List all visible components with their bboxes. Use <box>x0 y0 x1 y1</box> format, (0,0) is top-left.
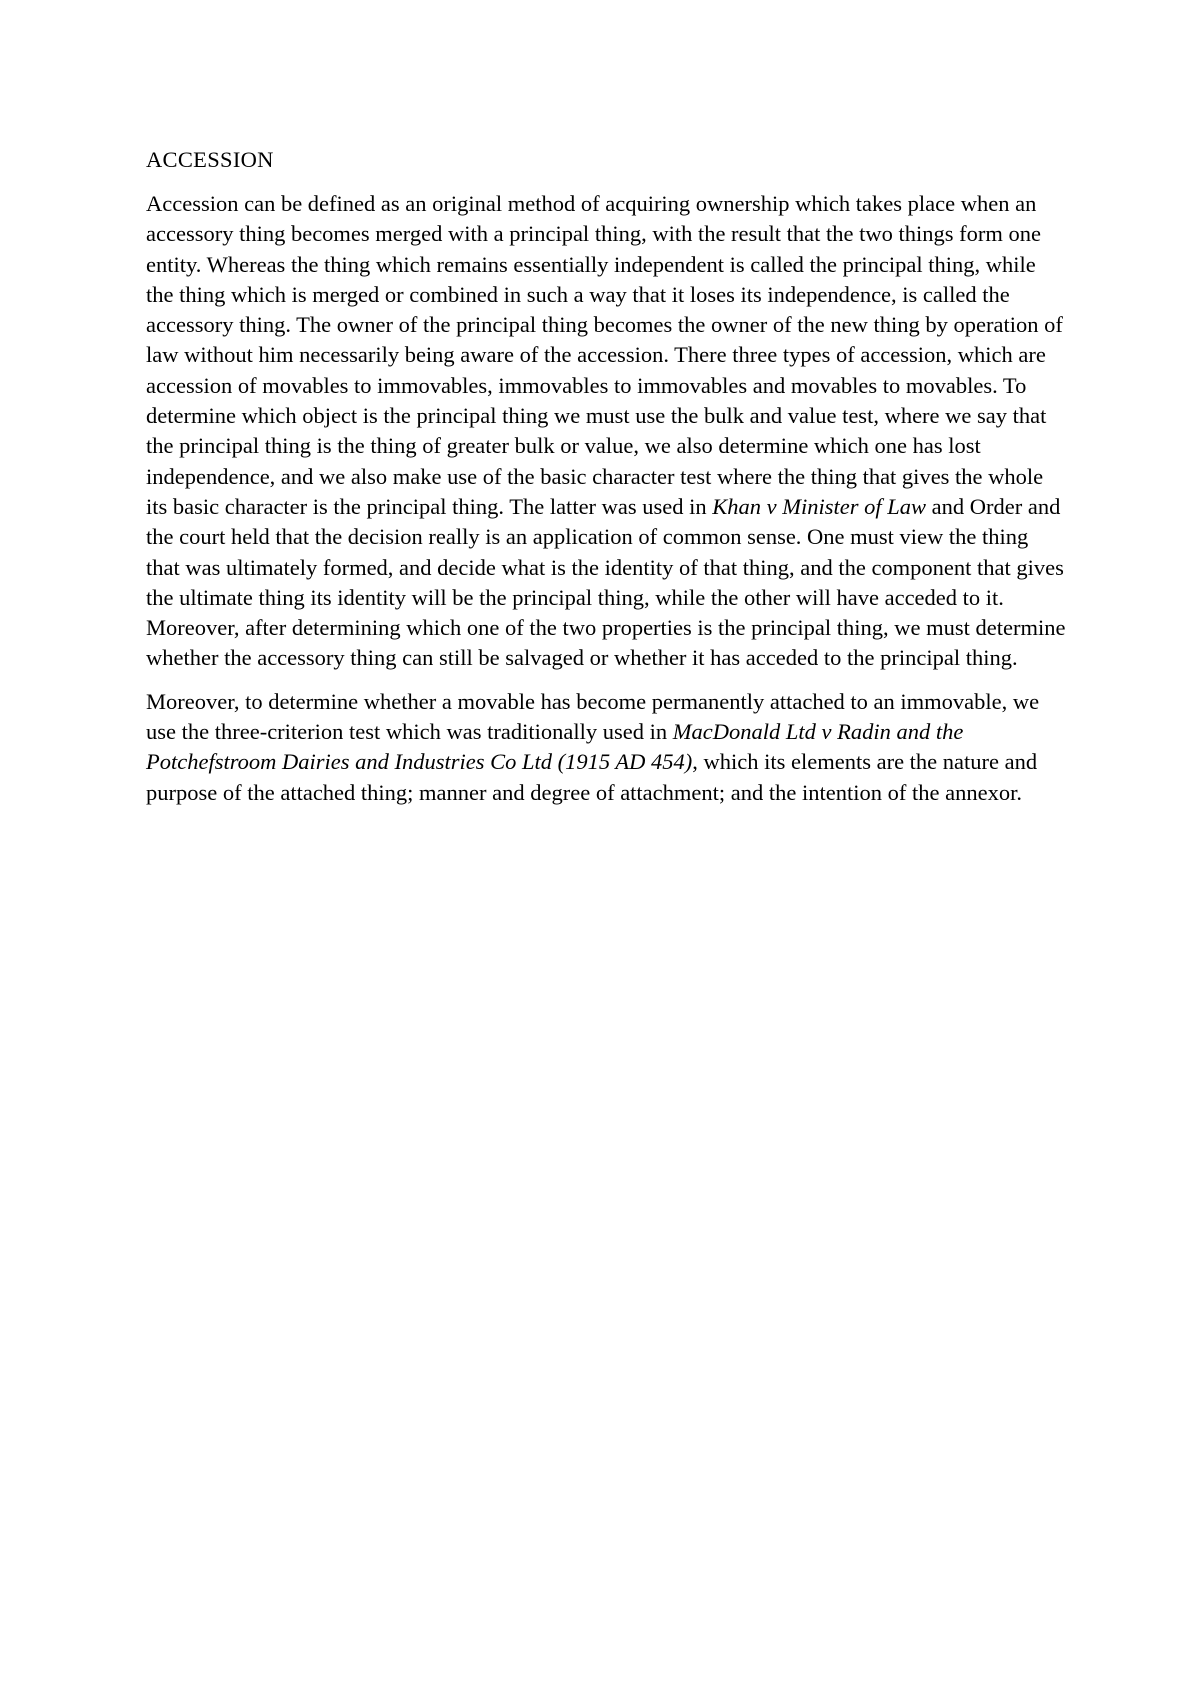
document-heading: ACCESSION <box>146 147 274 172</box>
paragraph-1 <box>146 189 1066 674</box>
paragraph-1-text-start: Accession can be defined as an original method of acquiring ownership which takes place when an accessory thing becomes merged with a principal thing, with the result that the two things form one entity. Whereas the thing which remains essentially independent is called the principal thing, while the thing which is merged or combined in such a way that it loses its independence, is called the accessory thing. The owner of the principal thing becomes the owner of the new thing by operation of law without him necessarily being aware of the accession. There three types of accession, which are accession of movables to immovables, immovables to immovables and movables to movables. To determine which object is the principal thing we must use the bulk and value test, where we say that the principal thing is the thing of greater bulk or value, we also determine which one has lost independence, and we also make use of the basic character test where the thing that gives the whole its basic character is the principal thing. The latter was used in <box>146 191 1063 519</box>
paragraph-2 <box>146 687 1066 808</box>
document-body <box>146 145 1066 821</box>
paragraph-2-case-citation: MacDonald Ltd v Radin and the Potchefstroom Dairies and Industries Co Ltd (1915 AD 454) <box>146 719 964 775</box>
paragraph-1-case-citation: Khan v Minister of Law <box>712 493 927 519</box>
paragraph-2-text-start: Moreover, to determine whether a movable has become permanently attached to an immovable, we use the three-criterion test which was traditionally used in <box>146 688 1040 745</box>
paragraph-2-text-end: , which its elements are the nature and purpose of the attached thing; manner and degree of attachment; and the intention of the annexor. <box>146 749 1038 805</box>
paragraph-1-text-end: and Order and the court held that the decision really is an application of common sense. One must view the thing that was ultimately formed, and decide what is the identity of that thing, and the component that gives the ultimate thing its identity will be the principal thing, while the other will have acceded to it. Moreover, after determining which one of the two properties is the principal thing, we must determine whether the accessory thing can still be salvaged or whether it has acceded to the principal thing. <box>146 493 1066 671</box>
